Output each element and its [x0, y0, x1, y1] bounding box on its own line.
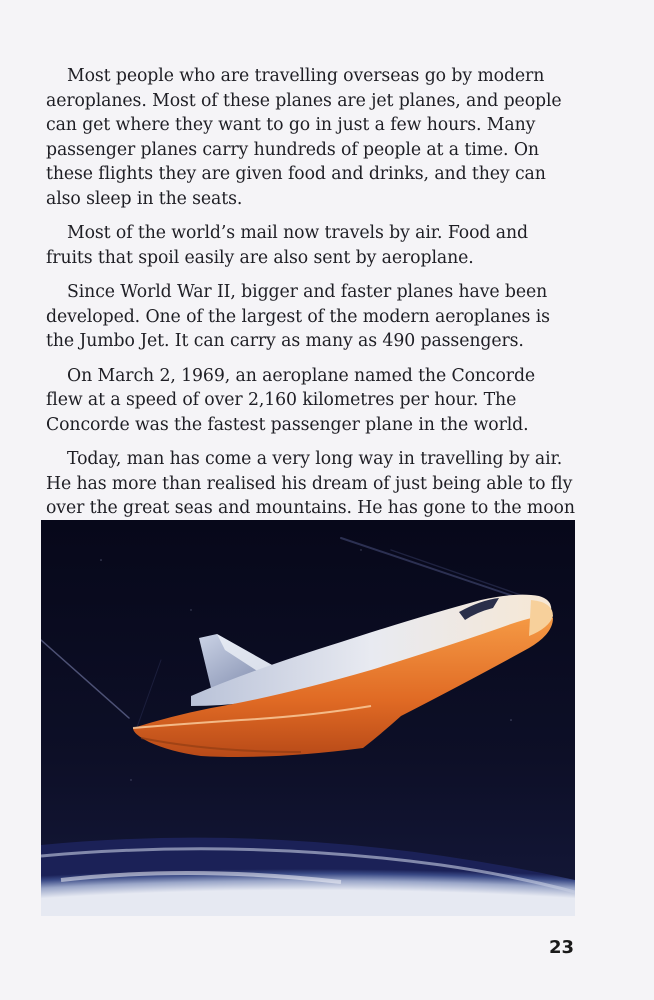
- article-text: [46, 64, 576, 555]
- paragraph-5: Today, man has come a very long way in travelling by air. He has more than realised his dream of just being able to fly over the great seas and mountains. He has gone to the moon: [46, 449, 575, 518]
- paragraph-4: On March 2, 1969, an aeroplane named the Concorde flew at a speed of over 2,160 kilometres per hour. The Concorde was the fastest passenger plane in the world.: [46, 365, 536, 435]
- page-number: 23: [548, 937, 574, 958]
- paragraph-1: Most people who are travelling overseas go by modern aeroplanes. Most of these planes are jet planes, and people can get where they want to go in just a few hours. Many passenger planes carry hundreds of people at a time. On these flights they are given food and drinks, and they can also sleep in the seats.: [46, 66, 562, 209]
- space-shuttle-illustration: [41, 520, 575, 916]
- paragraph-2: Most of the world’s mail now travels by air. Food and fruits that spoil easily are also sent by aeroplane.: [46, 223, 528, 268]
- paragraph-3: Since World War II, bigger and faster planes have been developed. One of the largest of the modern aeroplanes is the Jumbo Jet. It can carry as many as 490 passengers.: [46, 282, 550, 351]
